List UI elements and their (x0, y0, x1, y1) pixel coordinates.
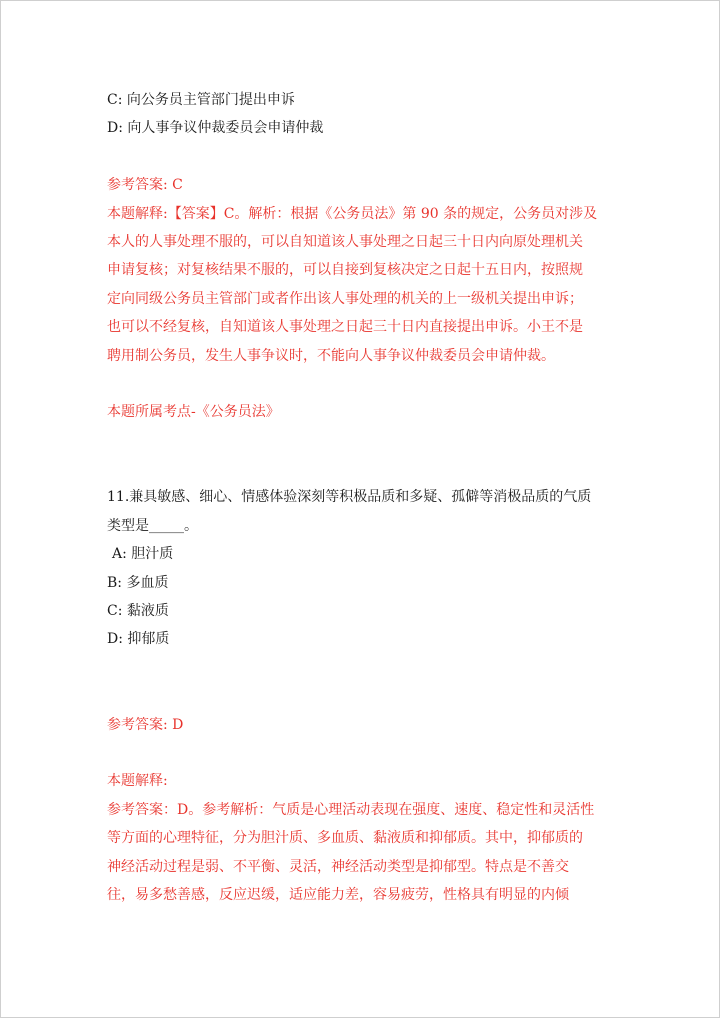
topic-line: 本题所属考点-《公务员法》 (107, 404, 280, 421)
option-d: D: 向人事争议仲裁委员会申请仲裁 (107, 120, 324, 137)
option-c: C: 向公务员主管部门提出申诉 (107, 92, 295, 108)
option-d: D: 抑郁质 (107, 631, 170, 648)
explanation-line: 往，易多愁善感，反应迟缓，适应能力差，容易疲劳，性格具有明显的内倾 (107, 886, 569, 903)
spacer (107, 370, 613, 398)
spacer (107, 455, 613, 483)
explanation-line: 本题解释:【答案】C。解析：根据《公务员法》第 90 条的规定，公务员对涉及 (107, 205, 598, 222)
explanation-line: 本人的人事处理不服的，可以自知道该人事处理之日起三十日内向原处理机关 (107, 233, 583, 250)
option-c: C: 黏液质 (107, 603, 169, 620)
explanation-label: 本题解释: (107, 773, 168, 790)
explanation-line: 神经活动过程是弱、不平衡、灵活，神经活动类型是抑郁型。特点是不善交 (107, 858, 569, 875)
answer-line: 参考答案: D (107, 716, 184, 733)
spacer (107, 682, 613, 710)
explanation-line: 参考答案：D。参考解析：气质是心理活动表现在强度、速度、稳定性和灵活性 (107, 801, 595, 818)
document-body (107, 86, 613, 909)
spacer (107, 739, 613, 767)
explanation-line: 定向同级公务员主管部门或者作出该人事处理的机关的上一级机关提出申诉； (107, 290, 583, 307)
explanation-line: 申请复核；对复核结果不服的，可以自接到复核决定之日起十五日内，按照规 (107, 262, 583, 279)
explanation-line: 也可以不经复核，自知道该人事处理之日起三十日内直接提出申诉。小王不是 (107, 319, 583, 336)
answer-line: 参考答案: C (107, 177, 183, 194)
spacer (107, 427, 613, 455)
spacer (107, 654, 613, 682)
spacer (107, 143, 613, 171)
question-stem: 11.兼具敏感、细心、情感体验深刻等积极品质和多疑、孤僻等消极品质的气质 (107, 489, 592, 506)
option-b: B: 多血质 (107, 574, 169, 591)
explanation-line: 聘用制公务员，发生人事争议时，不能向人事争议仲裁委员会申请仲裁。 (107, 347, 555, 364)
explanation-line: 等方面的心理特征，分为胆汁质、多血质、黏液质和抑郁质。其中，抑郁质的 (107, 830, 583, 847)
option-a: A: 胆汁质 (112, 546, 174, 563)
question-stem: 类型是_____。 (107, 517, 198, 534)
